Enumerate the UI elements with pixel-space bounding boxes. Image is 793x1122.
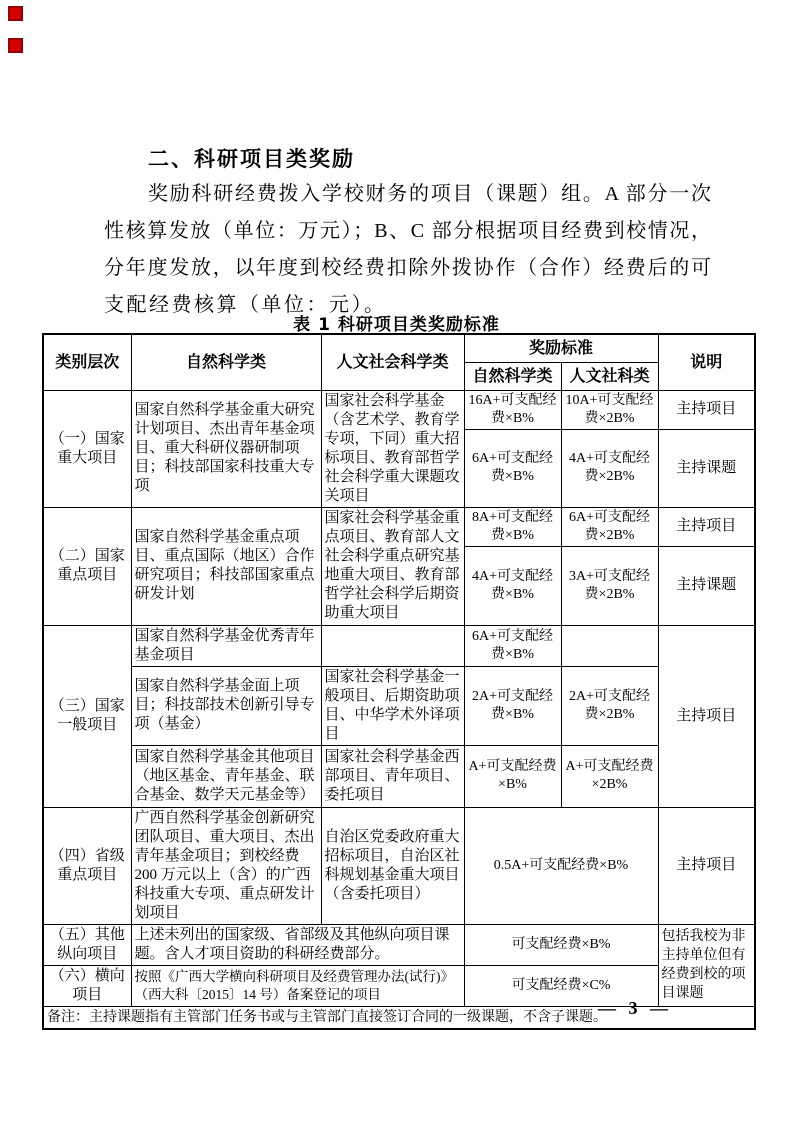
cell-g4-reward: 0.5A+可支配经费×B% xyxy=(464,807,658,924)
cell-g4-note: 主持项目 xyxy=(658,807,755,924)
cell-g6-category: （六）横向项目 xyxy=(43,965,131,1006)
cell-g3-natural-3: 国家自然科学基金其他项目（地区基金、青年基金、联合基金、数学天元基金等） xyxy=(131,745,321,807)
cell-g5-description: 上述未列出的国家级、省部级及其他纵向项目课题。含人才项目资助的科研经费部分。 xyxy=(131,924,464,965)
red-stamp-mark-1 xyxy=(8,6,23,21)
cell-g3-reward-ns-3: A+可支配经费×B% xyxy=(464,745,561,807)
cell-g3-note: 主持项目 xyxy=(658,625,755,807)
header-note: 说明 xyxy=(658,334,755,390)
cell-g3-reward-ss-1 xyxy=(561,625,658,666)
cell-g1-reward-ns-1: 16A+可支配经费×B% xyxy=(464,390,561,430)
cell-g2-natural: 国家自然科学基金重点项目、重点国际（地区）合作研究项目；科技部国家重点研发计划 xyxy=(131,507,321,625)
cell-g3-humanities-1 xyxy=(321,625,464,666)
cell-g3-natural-2: 国家自然科学基金面上项目；科技部技术创新引导专项（基金） xyxy=(131,666,321,745)
cell-g2-reward-ns-1: 8A+可支配经费×B% xyxy=(464,507,561,546)
cell-g5-g6-note: 包括我校为非主持单位但有经费到校的项目课题 xyxy=(658,924,755,1006)
intro-line-3: 分年度发放，以年度到校经费扣除外拨协作（合作）经费后的可 xyxy=(104,257,712,279)
cell-g1-note-2: 主持课题 xyxy=(658,430,755,507)
red-stamp-mark-2 xyxy=(8,38,23,53)
cell-g6-reward: 可支配经费×C% xyxy=(464,965,658,1006)
cell-g6-description: 按照《广西大学横向科研项目及经费管理办法(试行)》（西大科〔2015〕14 号）备案登记的项目 xyxy=(131,965,464,1006)
table-title: 表 1 科研项目类奖励标准 xyxy=(293,315,500,335)
header-category: 类别层次 xyxy=(43,334,131,390)
cell-g2-reward-ss-2: 3A+可支配经费×2B% xyxy=(561,546,658,625)
intro-line-4: 支配经费核算（单位：元）。 xyxy=(104,294,387,316)
cell-g1-humanities: 国家社会科学基金（含艺术学、教育学专项，下同）重大招标项目、教育部哲学社会科学重大课题攻关项目 xyxy=(321,390,464,507)
cell-g3-reward-ns-2: 2A+可支配经费×B% xyxy=(464,666,561,745)
intro-paragraph xyxy=(104,176,712,324)
cell-g5-category: （五）其他纵向项目 xyxy=(43,924,131,965)
cell-g2-humanities: 国家社会科学基金重点项目、教育部人文社会科学重点研究基地重大项目、教育部哲学社会科学后期资助重大项目 xyxy=(321,507,464,625)
reward-standards-table xyxy=(42,333,756,1030)
intro-line-2: 性核算发放（单位：万元）；B、C 部分根据项目经费到校情况， xyxy=(104,220,712,242)
cell-g1-note-1: 主持项目 xyxy=(658,390,755,430)
cell-g2-reward-ns-2: 4A+可支配经费×B% xyxy=(464,546,561,625)
cell-g3-reward-ss-3: A+可支配经费×2B% xyxy=(561,745,658,807)
header-natural-science: 自然科学类 xyxy=(131,334,321,390)
cell-g4-category: （四）省级重点项目 xyxy=(43,807,131,924)
page-number: — 3 — xyxy=(598,998,672,1018)
header-reward-standard: 奖励标准 xyxy=(464,334,658,362)
cell-g2-note-1: 主持项目 xyxy=(658,507,755,546)
header-reward-social: 人文社科类 xyxy=(561,362,658,390)
cell-g4-natural: 广西自然科学基金创新研究团队项目、重大项目、杰出青年基金项目；到校经费 200 万元以上（含）的广西科技重大专项、重点研发计划项目 xyxy=(131,807,321,924)
cell-g3-humanities-3: 国家社会科学基金西部项目、青年项目、委托项目 xyxy=(321,745,464,807)
intro-line-1: 奖励科研经费拨入学校财务的项目（课题）组。A 部分一次 xyxy=(148,183,712,205)
cell-g3-humanities-2: 国家社会科学基金一般项目、后期资助项目、中华学术外译项目 xyxy=(321,666,464,745)
cell-g1-reward-ns-2: 6A+可支配经费×B% xyxy=(464,430,561,507)
cell-g2-reward-ss-1: 6A+可支配经费×2B% xyxy=(561,507,658,546)
cell-g3-natural-1: 国家自然科学基金优秀青年基金项目 xyxy=(131,625,321,666)
cell-g1-category: （一）国家重大项目 xyxy=(43,390,131,507)
cell-g5-reward: 可支配经费×B% xyxy=(464,924,658,965)
cell-g1-natural: 国家自然科学基金重大研究计划项目、杰出青年基金项目、重大科研仪器研制项目；科技部国家科技重大专项 xyxy=(131,390,321,507)
cell-g4-humanities: 自治区党委政府重大招标项目，自治区社科规划基金重大项目（含委托项目） xyxy=(321,807,464,924)
cell-g3-category: （三）国家一般项目 xyxy=(43,625,131,807)
cell-g3-reward-ns-1: 6A+可支配经费×B% xyxy=(464,625,561,666)
section-heading: 二、科研项目类奖励 xyxy=(148,147,355,171)
cell-g2-category: （二）国家重点项目 xyxy=(43,507,131,625)
table-remark: 备注：主持课题指有主管部门任务书或与主管部门直接签订合同的一级课题，不含子课题。 xyxy=(43,1006,755,1029)
cell-g3-reward-ss-2: 2A+可支配经费×2B% xyxy=(561,666,658,745)
cell-g1-reward-ss-2: 4A+可支配经费×2B% xyxy=(561,430,658,507)
header-humanities: 人文社会科学类 xyxy=(321,334,464,390)
cell-g2-note-2: 主持课题 xyxy=(658,546,755,625)
header-reward-natural: 自然科学类 xyxy=(464,362,561,390)
cell-g1-reward-ss-1: 10A+可支配经费×2B% xyxy=(561,390,658,430)
